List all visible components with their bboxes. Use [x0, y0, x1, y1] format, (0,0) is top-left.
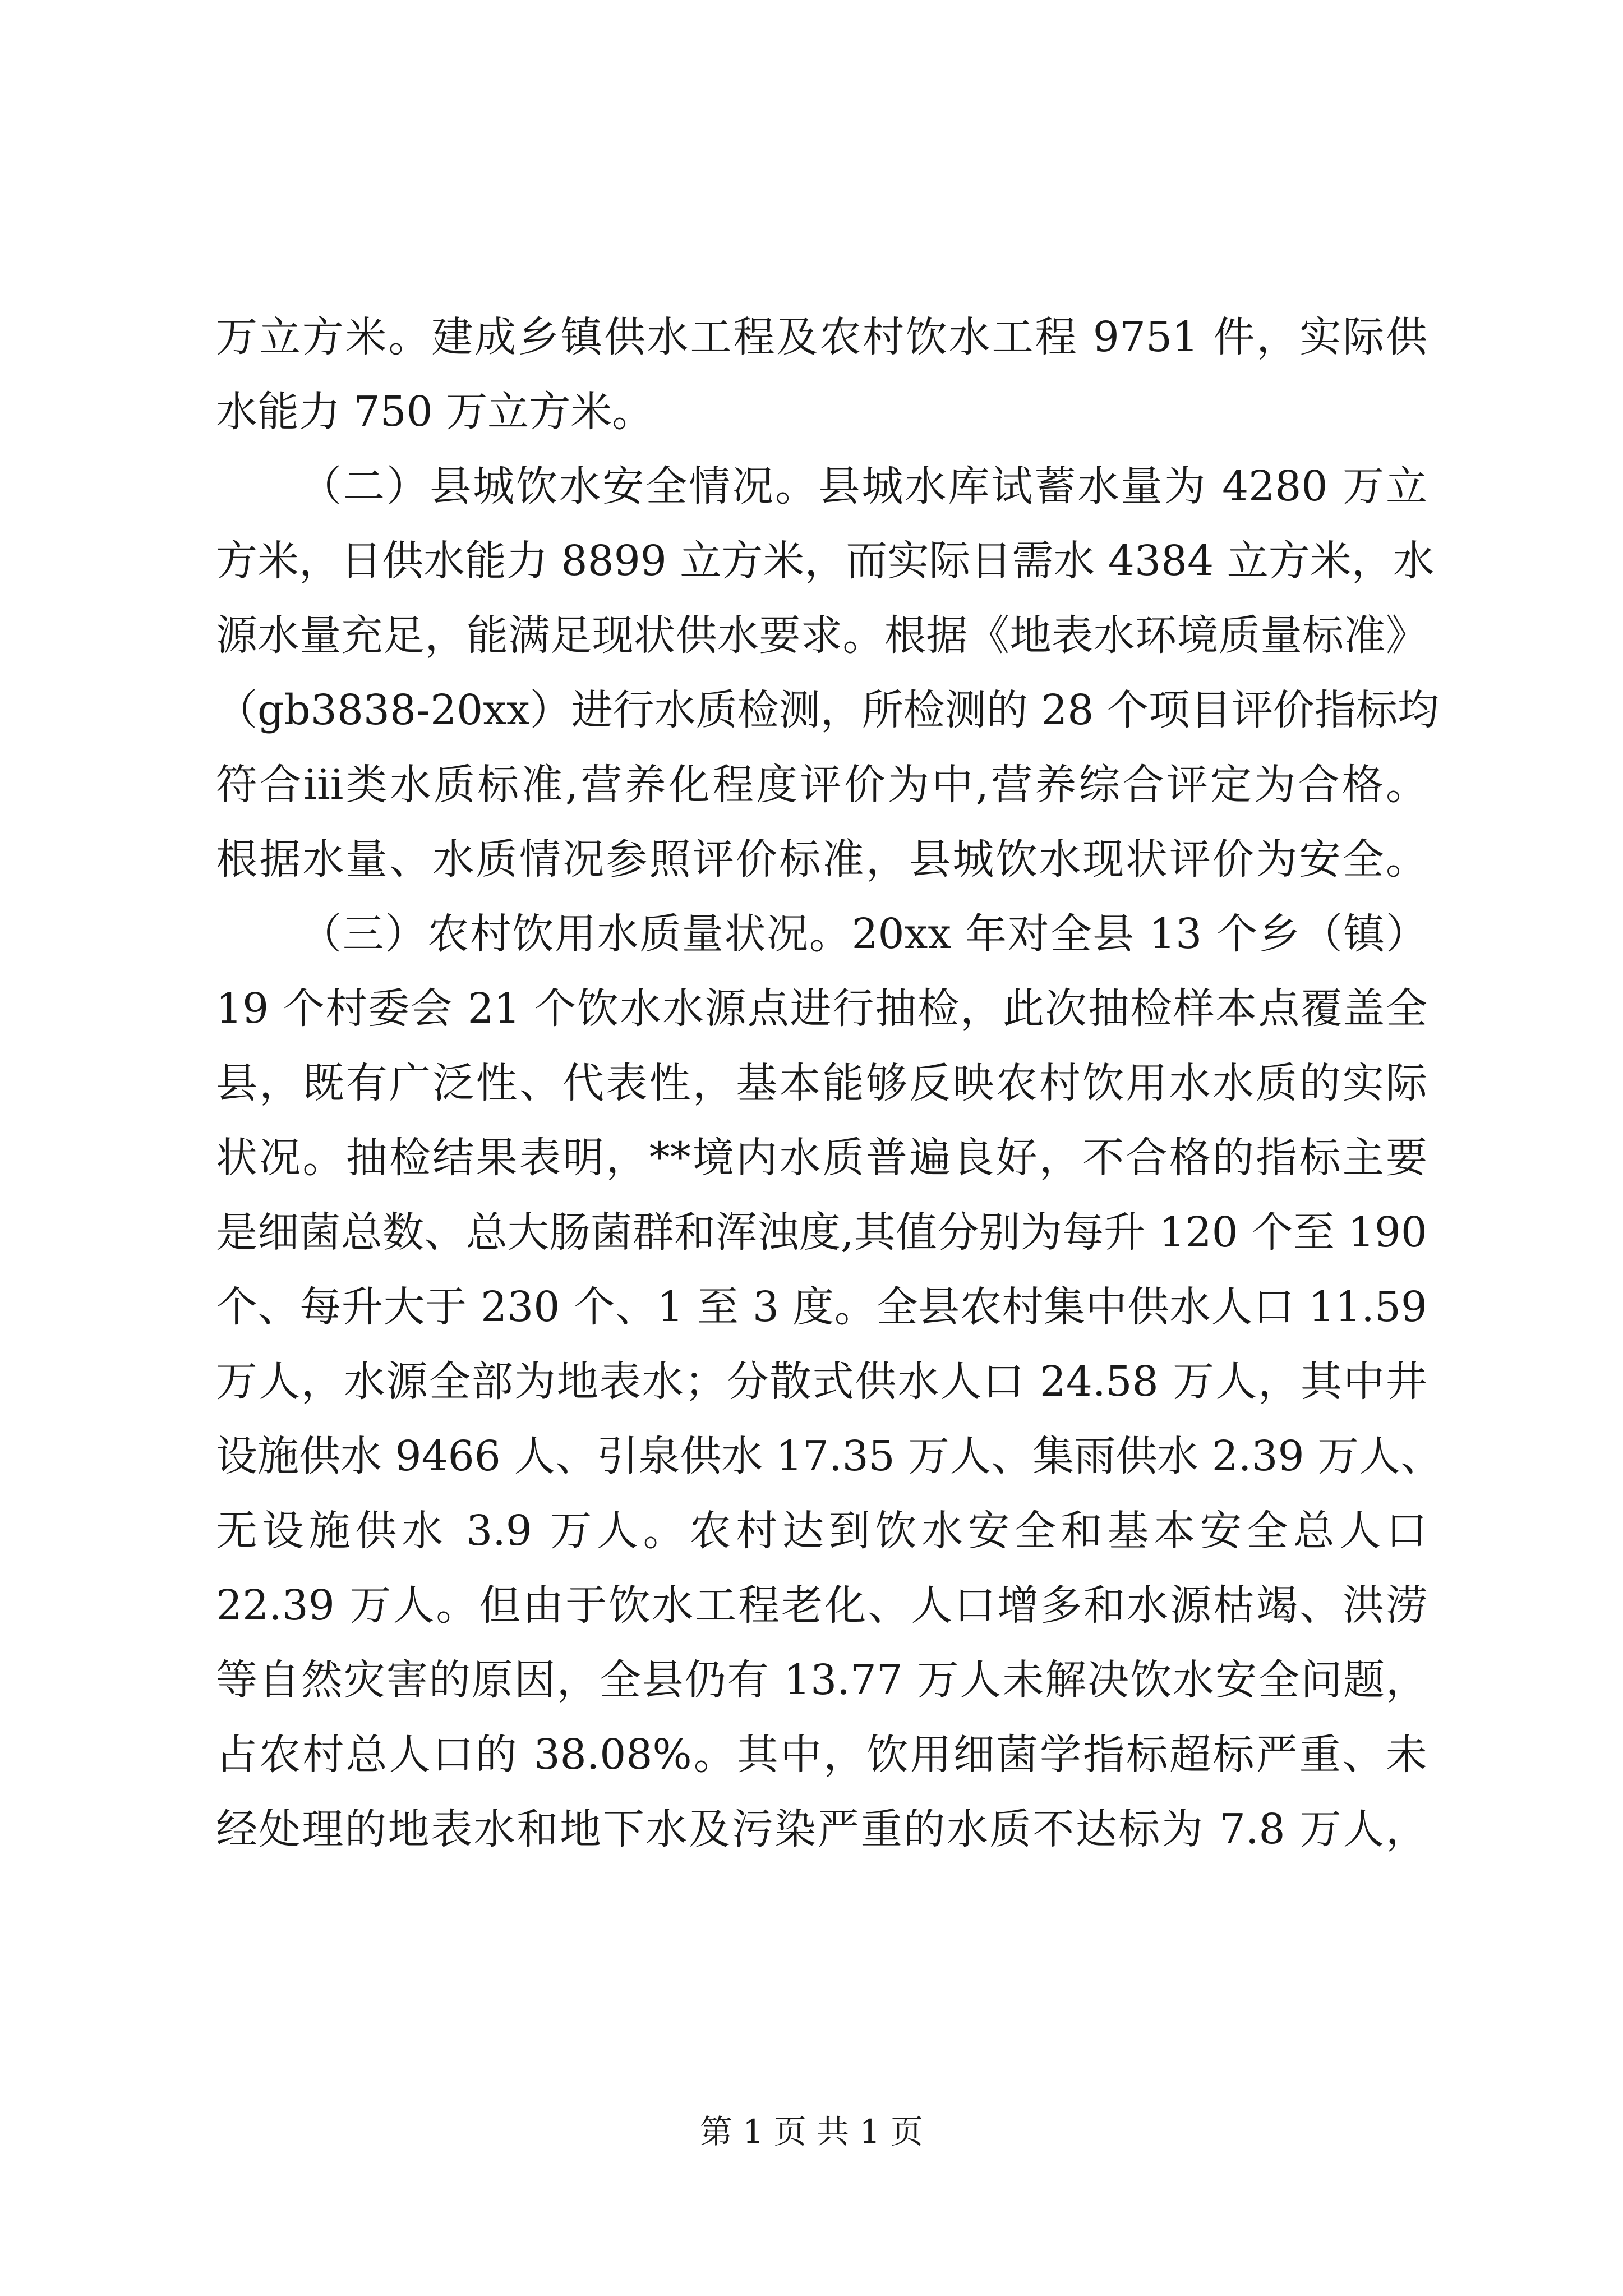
text-line: 万人，水源全部为地表水；分散式供水人口 24.58 万人，其中井	[216, 1358, 1427, 1406]
text-line: 个、每升大于 230 个、1 至 3 度。全县农村集中供水人口 11.59	[216, 1283, 1427, 1331]
text-line: 22.39 万人。但由于饮水工程老化、人口增多和水源枯竭、洪涝	[216, 1581, 1427, 1630]
text-line: 符合iii类水质标准,营养化程度评价为中,营养综合评定为合格。	[216, 761, 1427, 809]
text-line: 是细菌总数、总大肠菌群和浑浊度,其值分别为每升 120 个至 190	[216, 1208, 1427, 1257]
text-line: 经处理的地表水和地下水及污染严重的水质不达标为 7.8 万人，	[216, 1805, 1427, 1853]
text-line: 状况。抽检结果表明，**境内水质普遍良好，不合格的指标主要	[216, 1134, 1427, 1182]
text-line: 方米，日供水能力 8899 立方米，而实际日需水 4384 立方米，水	[216, 537, 1435, 585]
text-line: 源水量充足，能满足现状供水要求。根据《地表水环境质量标准》	[216, 611, 1427, 660]
text-line: 设施供水 9466 人、引泉供水 17.35 万人、集雨供水 2.39 万人、	[216, 1432, 1442, 1480]
body-text	[216, 300, 1442, 1867]
text-line: 万立方米。建成乡镇供水工程及农村饮水工程 9751 件，实际供	[216, 313, 1427, 361]
text-line: 19 个村委会 21 个饮水水源点进行抽检，此次抽检样本点覆盖全	[216, 984, 1427, 1033]
text-line: 等自然灾害的原因，全县仍有 13.77 万人未解决饮水安全问题，	[216, 1656, 1427, 1704]
page-footer	[0, 2109, 1623, 2154]
text-line: 县，既有广泛性、代表性，基本能够反映农村饮用水水质的实际	[216, 1059, 1427, 1107]
text-line: 占农村总人口的 38.08%。其中，饮用细菌学指标超标严重、未	[216, 1731, 1427, 1779]
text-line: 无设施供水 3.9 万人。农村达到饮水安全和基本安全总人口	[216, 1507, 1427, 1555]
page-number-label: 第 1 页 共 1 页	[700, 2113, 923, 2151]
text-line: 根据水量、水质情况参照评价标准，县城饮水现状评价为安全。	[216, 835, 1427, 884]
text-line: （gb3838-20xx）进行水质检测，所检测的 28 个项目评价指标均	[216, 686, 1439, 734]
text-line: 水能力 750 万立方米。	[216, 388, 654, 436]
paragraph-start-line: （三）农村饮用水质量状况。20xx 年对全县 13 个乡（镇）	[300, 910, 1427, 958]
paragraph-start-line: （二）县城饮水安全情况。县城水库试蓄水量为 4280 万立	[300, 462, 1427, 510]
